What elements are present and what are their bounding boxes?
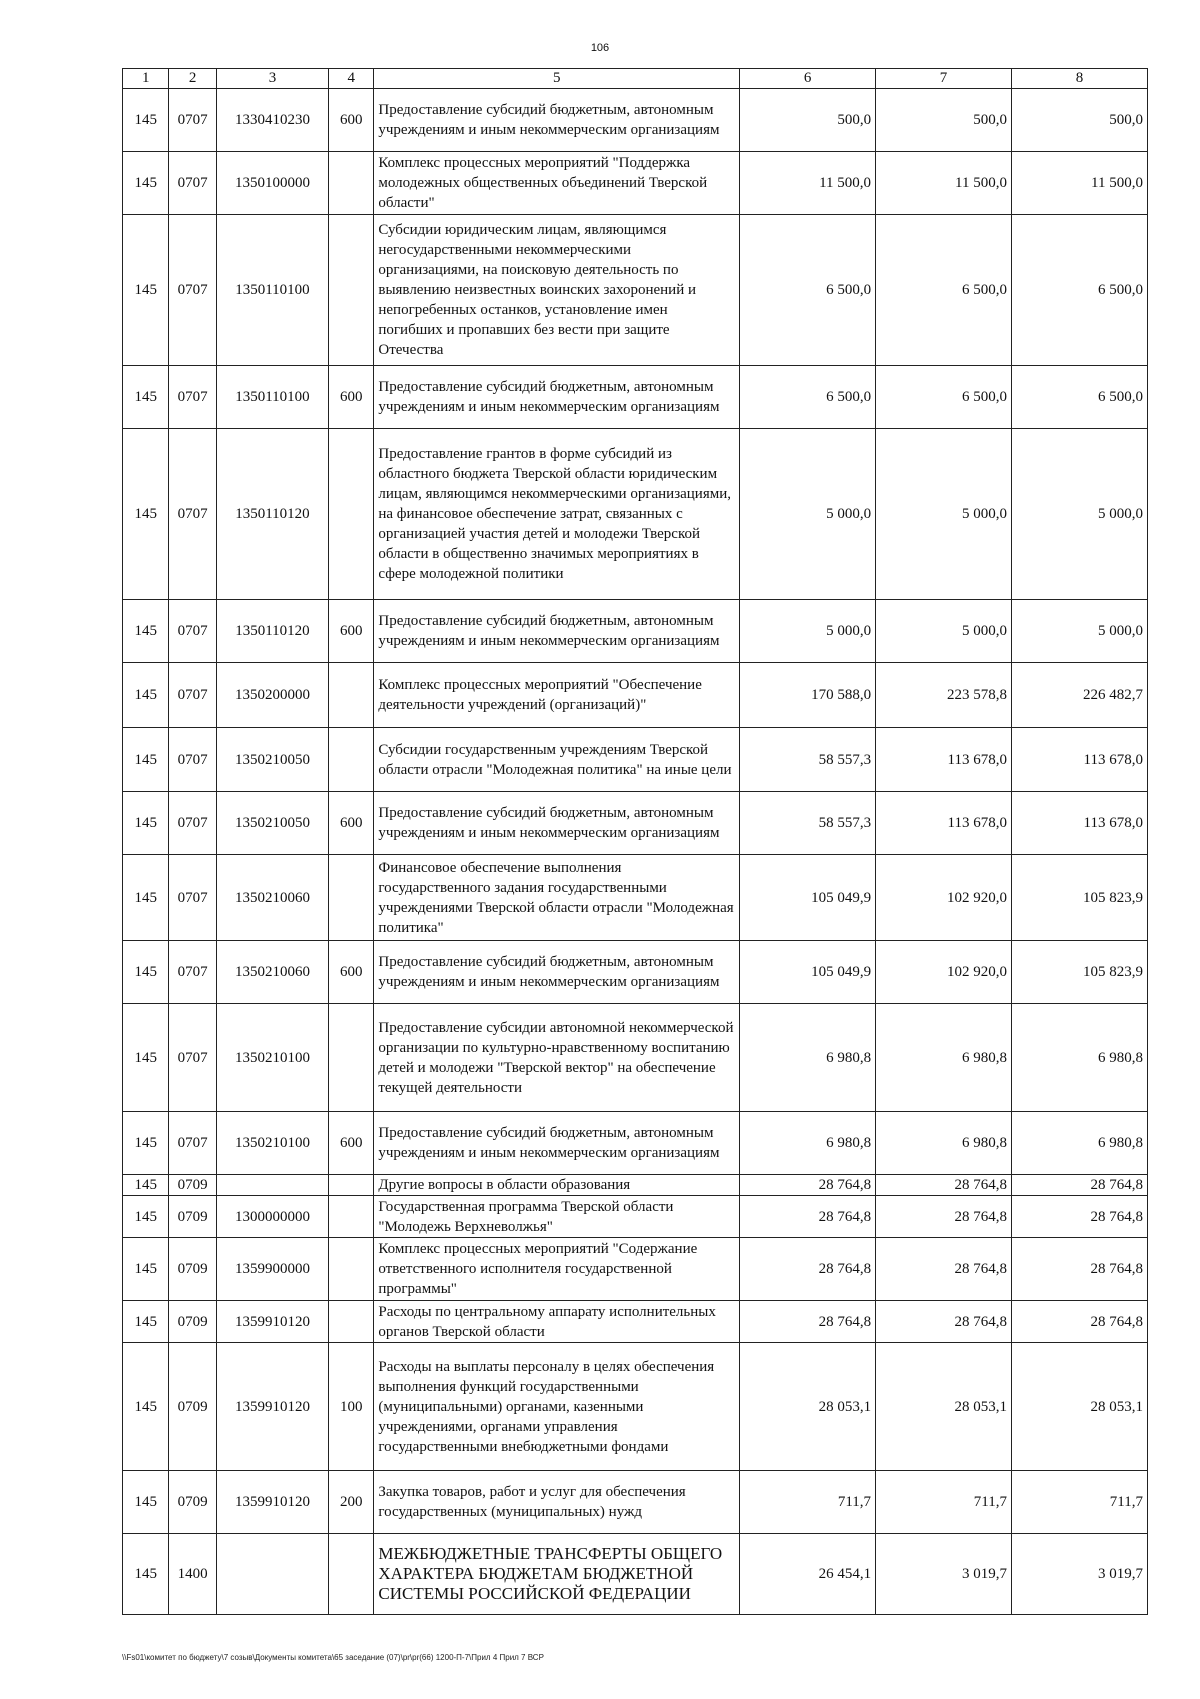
- amount-cell: 58 557,3: [740, 792, 876, 855]
- column-header: 7: [876, 69, 1012, 89]
- amount-cell: 6 980,8: [876, 1112, 1012, 1175]
- admin-code-cell: 145: [123, 792, 169, 855]
- amount-cell: 6 500,0: [1012, 366, 1148, 429]
- amount-cell: 6 500,0: [876, 366, 1012, 429]
- description-cell: Закупка товаров, работ и услуг для обеспечения государственных (муниципальных) нужд: [374, 1471, 740, 1534]
- target-article-cell: 1350110100: [216, 366, 328, 429]
- description-cell: Финансовое обеспечение выполнения государственного задания государственными учреждениями Тверской области отрасли "Молодежная политика": [374, 855, 740, 941]
- target-article-cell: 1350110100: [216, 215, 328, 366]
- admin-code-cell: 145: [123, 600, 169, 663]
- amount-cell: 113 678,0: [876, 792, 1012, 855]
- description-cell: Комплекс процессных мероприятий "Поддержка молодежных общественных объединений Тверской области": [374, 152, 740, 215]
- amount-cell: 11 500,0: [1012, 152, 1148, 215]
- admin-code-cell: 145: [123, 429, 169, 600]
- section-code-cell: 1400: [169, 1534, 216, 1615]
- admin-code-cell: 145: [123, 1343, 169, 1471]
- section-code-cell: 0709: [169, 1343, 216, 1471]
- expense-type-cell: 600: [329, 941, 374, 1004]
- amount-cell: 113 678,0: [1012, 728, 1148, 792]
- amount-cell: 28 053,1: [1012, 1343, 1148, 1471]
- description-cell: Предоставление субсидии автономной некоммерческой организации по культурно-нравственному воспитанию детей и молодежи "Тверской вектор" на обеспечение текущей деятельности: [374, 1004, 740, 1112]
- expense-type-cell: [329, 152, 374, 215]
- amount-cell: 3 019,7: [876, 1534, 1012, 1615]
- admin-code-cell: 145: [123, 941, 169, 1004]
- section-code-cell: 0709: [169, 1238, 216, 1301]
- expense-type-cell: [329, 1175, 374, 1196]
- section-code-cell: 0707: [169, 855, 216, 941]
- target-article-cell: 1350210050: [216, 728, 328, 792]
- amount-cell: 28 764,8: [740, 1175, 876, 1196]
- description-cell: Предоставление субсидий бюджетным, автономным учреждениям и иным некоммерческим организациям: [374, 366, 740, 429]
- amount-cell: 105 049,9: [740, 941, 876, 1004]
- amount-cell: 170 588,0: [740, 663, 876, 728]
- admin-code-cell: 145: [123, 663, 169, 728]
- table-row: [123, 1238, 1148, 1301]
- table-row: [123, 1004, 1148, 1112]
- description-cell: Субсидии государственным учреждениям Тверской области отрасли "Молодежная политика" на иные цели: [374, 728, 740, 792]
- amount-cell: 6 980,8: [1012, 1004, 1148, 1112]
- expense-type-cell: [329, 855, 374, 941]
- target-article-cell: 1350210100: [216, 1004, 328, 1112]
- section-code-cell: 0707: [169, 1004, 216, 1112]
- amount-cell: 105 823,9: [1012, 855, 1148, 941]
- target-article-cell: 1350210060: [216, 855, 328, 941]
- section-code-cell: 0709: [169, 1196, 216, 1238]
- column-header: 8: [1012, 69, 1148, 89]
- amount-cell: 113 678,0: [1012, 792, 1148, 855]
- amount-cell: 28 764,8: [1012, 1196, 1148, 1238]
- amount-cell: 6 980,8: [740, 1112, 876, 1175]
- target-article-cell: 1359910120: [216, 1343, 328, 1471]
- target-article-cell: [216, 1175, 328, 1196]
- amount-cell: 711,7: [876, 1471, 1012, 1534]
- description-cell: Предоставление субсидий бюджетным, автономным учреждениям и иным некоммерческим организациям: [374, 89, 740, 152]
- expense-type-cell: [329, 1301, 374, 1343]
- expense-type-cell: 600: [329, 89, 374, 152]
- amount-cell: 105 823,9: [1012, 941, 1148, 1004]
- expense-type-cell: [329, 728, 374, 792]
- target-article-cell: 1350110120: [216, 600, 328, 663]
- section-code-cell: 0709: [169, 1471, 216, 1534]
- expense-type-cell: 200: [329, 1471, 374, 1534]
- table-row: [123, 152, 1148, 215]
- target-article-cell: 1359910120: [216, 1471, 328, 1534]
- table-row: [123, 1301, 1148, 1343]
- expense-type-cell: 100: [329, 1343, 374, 1471]
- admin-code-cell: 145: [123, 1004, 169, 1112]
- description-cell: Предоставление субсидий бюджетным, автономным учреждениям и иным некоммерческим организациям: [374, 1112, 740, 1175]
- table-row: [123, 89, 1148, 152]
- amount-cell: 11 500,0: [876, 152, 1012, 215]
- amount-cell: 28 053,1: [876, 1343, 1012, 1471]
- admin-code-cell: 145: [123, 1196, 169, 1238]
- table-row: [123, 792, 1148, 855]
- amount-cell: 28 053,1: [740, 1343, 876, 1471]
- expense-type-cell: 600: [329, 1112, 374, 1175]
- amount-cell: 5 000,0: [876, 429, 1012, 600]
- admin-code-cell: 145: [123, 1175, 169, 1196]
- admin-code-cell: 145: [123, 1534, 169, 1615]
- amount-cell: 226 482,7: [1012, 663, 1148, 728]
- expense-type-cell: [329, 215, 374, 366]
- description-cell: МЕЖБЮДЖЕТНЫЕ ТРАНСФЕРТЫ ОБЩЕГО ХАРАКТЕРА БЮДЖЕТАМ БЮДЖЕТНОЙ СИСТЕМЫ РОССИЙСКОЙ ФЕДЕРАЦИИ: [374, 1534, 740, 1615]
- table-row: [123, 1175, 1148, 1196]
- description-cell: Предоставление субсидий бюджетным, автономным учреждениям и иным некоммерческим организациям: [374, 792, 740, 855]
- expense-type-cell: [329, 1534, 374, 1615]
- target-article-cell: 1350200000: [216, 663, 328, 728]
- section-code-cell: 0707: [169, 152, 216, 215]
- amount-cell: 28 764,8: [876, 1301, 1012, 1343]
- description-cell: Предоставление грантов в форме субсидий из областного бюджета Тверской области юридическим лицам, являющимся некоммерческими организациями, на финансовое обеспечение затрат, связанных с организацией участия детей и молодежи Тверской области в общественно значимых мероприятиях в сфере молодежной политики: [374, 429, 740, 600]
- column-header: 5: [374, 69, 740, 89]
- description-cell: Предоставление субсидий бюджетным, автономным учреждениям и иным некоммерческим организациям: [374, 941, 740, 1004]
- amount-cell: 28 764,8: [1012, 1175, 1148, 1196]
- admin-code-cell: 145: [123, 728, 169, 792]
- expense-type-cell: 600: [329, 366, 374, 429]
- budget-table: [122, 68, 1148, 1615]
- description-cell: Расходы на выплаты персоналу в целях обеспечения выполнения функций государственными (муниципальными) органами, казенными учреждениями, органами управления государственными внебюджетными фондами: [374, 1343, 740, 1471]
- section-code-cell: 0707: [169, 215, 216, 366]
- amount-cell: 5 000,0: [740, 600, 876, 663]
- column-number-row: [123, 69, 1148, 89]
- target-article-cell: 1359900000: [216, 1238, 328, 1301]
- amount-cell: 711,7: [740, 1471, 876, 1534]
- target-article-cell: 1300000000: [216, 1196, 328, 1238]
- admin-code-cell: 145: [123, 855, 169, 941]
- amount-cell: 28 764,8: [876, 1175, 1012, 1196]
- expense-type-cell: 600: [329, 792, 374, 855]
- admin-code-cell: 145: [123, 1112, 169, 1175]
- table-row: [123, 663, 1148, 728]
- table-row: [123, 1534, 1148, 1615]
- admin-code-cell: 145: [123, 1238, 169, 1301]
- amount-cell: 28 764,8: [1012, 1238, 1148, 1301]
- expense-type-cell: [329, 429, 374, 600]
- page-number: 106: [590, 42, 610, 54]
- section-code-cell: 0707: [169, 366, 216, 429]
- amount-cell: 5 000,0: [1012, 429, 1148, 600]
- admin-code-cell: 145: [123, 1301, 169, 1343]
- amount-cell: 28 764,8: [876, 1238, 1012, 1301]
- file-path-footer: \\Fs01\комитет по бюджету\7 созыв\Документы комитета\65 заседание (07)\pr\pr(66) 1200-П-7\Прил 4 Прил 7 ВСР: [122, 1653, 544, 1662]
- column-header: 4: [329, 69, 374, 89]
- admin-code-cell: 145: [123, 1471, 169, 1534]
- amount-cell: 58 557,3: [740, 728, 876, 792]
- description-cell: Субсидии юридическим лицам, являющимся негосударственными некоммерческими организациями, на поисковую деятельность по выявлению неизвестных воинских захоронений и непогребенных останков, установление имен погибших и пропавших без вести при защите Отечества: [374, 215, 740, 366]
- expense-type-cell: [329, 663, 374, 728]
- expense-type-cell: 600: [329, 600, 374, 663]
- section-code-cell: 0707: [169, 89, 216, 152]
- section-code-cell: 0707: [169, 792, 216, 855]
- amount-cell: 26 454,1: [740, 1534, 876, 1615]
- section-code-cell: 0707: [169, 600, 216, 663]
- amount-cell: 113 678,0: [876, 728, 1012, 792]
- amount-cell: 500,0: [876, 89, 1012, 152]
- admin-code-cell: 145: [123, 152, 169, 215]
- section-code-cell: 0707: [169, 1112, 216, 1175]
- amount-cell: 102 920,0: [876, 855, 1012, 941]
- amount-cell: 28 764,8: [740, 1196, 876, 1238]
- amount-cell: 3 019,7: [1012, 1534, 1148, 1615]
- table-row: [123, 1196, 1148, 1238]
- amount-cell: 223 578,8: [876, 663, 1012, 728]
- table-row: [123, 1471, 1148, 1534]
- target-article-cell: 1350110120: [216, 429, 328, 600]
- section-code-cell: 0707: [169, 941, 216, 1004]
- expense-type-cell: [329, 1004, 374, 1112]
- admin-code-cell: 145: [123, 215, 169, 366]
- column-header: 1: [123, 69, 169, 89]
- table-row: [123, 600, 1148, 663]
- amount-cell: 6 500,0: [740, 215, 876, 366]
- target-article-cell: 1350100000: [216, 152, 328, 215]
- amount-cell: 28 764,8: [740, 1238, 876, 1301]
- section-code-cell: 0707: [169, 728, 216, 792]
- table-row: [123, 366, 1148, 429]
- table-row: [123, 728, 1148, 792]
- amount-cell: 11 500,0: [740, 152, 876, 215]
- table-row: [123, 215, 1148, 366]
- admin-code-cell: 145: [123, 89, 169, 152]
- target-article-cell: 1350210100: [216, 1112, 328, 1175]
- amount-cell: 6 980,8: [1012, 1112, 1148, 1175]
- amount-cell: 6 980,8: [876, 1004, 1012, 1112]
- amount-cell: 5 000,0: [876, 600, 1012, 663]
- expense-type-cell: [329, 1196, 374, 1238]
- table-row: [123, 1112, 1148, 1175]
- column-header: 6: [740, 69, 876, 89]
- amount-cell: 711,7: [1012, 1471, 1148, 1534]
- description-cell: Предоставление субсидий бюджетным, автономным учреждениям и иным некоммерческим организациям: [374, 600, 740, 663]
- amount-cell: 6 500,0: [876, 215, 1012, 366]
- target-article-cell: [216, 1534, 328, 1615]
- table-row: [123, 855, 1148, 941]
- section-code-cell: 0709: [169, 1301, 216, 1343]
- section-code-cell: 0707: [169, 663, 216, 728]
- description-cell: Комплекс процессных мероприятий "Обеспечение деятельности учреждений (организаций)": [374, 663, 740, 728]
- amount-cell: 5 000,0: [740, 429, 876, 600]
- admin-code-cell: 145: [123, 366, 169, 429]
- table-row: [123, 941, 1148, 1004]
- target-article-cell: 1359910120: [216, 1301, 328, 1343]
- section-code-cell: 0707: [169, 429, 216, 600]
- column-header: 2: [169, 69, 216, 89]
- table-row: [123, 1343, 1148, 1471]
- table-row: [123, 429, 1148, 600]
- amount-cell: 105 049,9: [740, 855, 876, 941]
- description-cell: Расходы по центральному аппарату исполнительных органов Тверской области: [374, 1301, 740, 1343]
- target-article-cell: 1350210060: [216, 941, 328, 1004]
- target-article-cell: 1350210050: [216, 792, 328, 855]
- amount-cell: 500,0: [1012, 89, 1148, 152]
- amount-cell: 6 500,0: [740, 366, 876, 429]
- amount-cell: 28 764,8: [1012, 1301, 1148, 1343]
- description-cell: Государственная программа Тверской области "Молодежь Верхневолжья": [374, 1196, 740, 1238]
- column-header: 3: [216, 69, 328, 89]
- section-code-cell: 0709: [169, 1175, 216, 1196]
- amount-cell: 28 764,8: [876, 1196, 1012, 1238]
- amount-cell: 6 980,8: [740, 1004, 876, 1112]
- amount-cell: 5 000,0: [1012, 600, 1148, 663]
- amount-cell: 102 920,0: [876, 941, 1012, 1004]
- description-cell: Комплекс процессных мероприятий "Содержание ответственного исполнителя государственной программы": [374, 1238, 740, 1301]
- amount-cell: 500,0: [740, 89, 876, 152]
- expense-type-cell: [329, 1238, 374, 1301]
- target-article-cell: 1330410230: [216, 89, 328, 152]
- amount-cell: 28 764,8: [740, 1301, 876, 1343]
- amount-cell: 6 500,0: [1012, 215, 1148, 366]
- description-cell: Другие вопросы в области образования: [374, 1175, 740, 1196]
